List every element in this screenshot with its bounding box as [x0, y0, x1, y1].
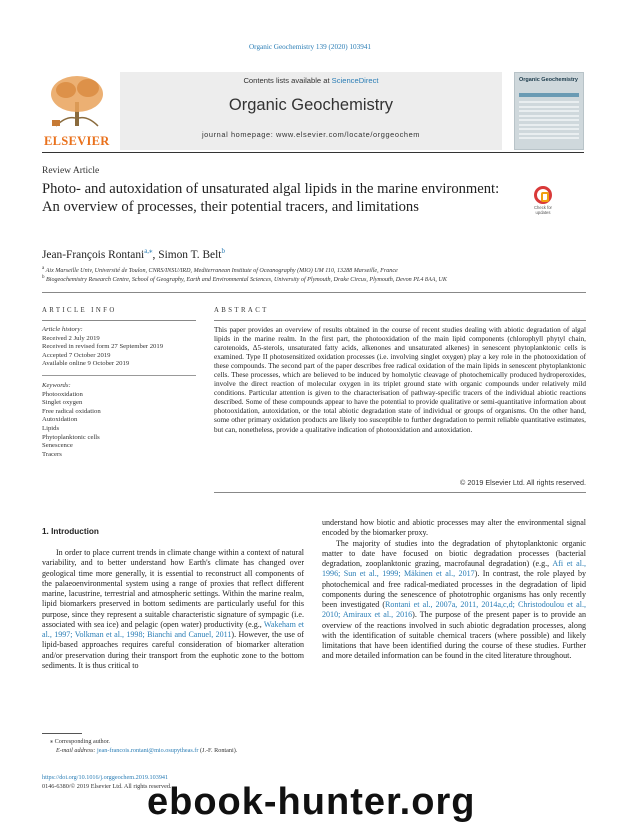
keyword: Photooxidation	[42, 390, 83, 398]
watermark: ebook-hunter.org	[147, 781, 476, 823]
journal-masthead	[120, 72, 502, 150]
elsevier-tree-icon	[46, 72, 108, 128]
keyword: Singlet oxygen	[42, 399, 83, 407]
corresponding-author-note: ⁎ Corresponding author.	[50, 738, 110, 745]
intro-right-column	[322, 518, 586, 662]
footnote-divider	[42, 733, 82, 734]
author-marks[interactable]: a,⁎	[144, 247, 153, 255]
elsevier-logo[interactable]	[42, 72, 112, 150]
abstract-heading: ABSTRACT	[214, 307, 269, 314]
author-list	[42, 247, 225, 261]
email-label: E-mail address:	[56, 747, 98, 754]
author-name[interactable]: Simon T. Belt	[158, 248, 222, 261]
body-text: ). However, the use of lipid-based approaches requires careful consideration of biomarker alteration and/or preservation during their transport from the euphotic zone to the bottom sediments. It is thus critical to	[42, 630, 304, 670]
intro-left-column	[42, 548, 304, 671]
history-item: Available online 9 October 2019	[42, 360, 130, 368]
sciencedirect-link[interactable]: ScienceDirect	[331, 76, 379, 85]
author-marks[interactable]: b	[221, 247, 225, 255]
journal-banner	[42, 72, 584, 153]
history-item: Received 2 July 2019	[42, 334, 100, 342]
divider	[42, 292, 586, 293]
issn-line: 0146-6380/© 2019 Elsevier Ltd. All rights reserved.	[42, 783, 172, 790]
footnote-text: Corresponding author.	[54, 738, 110, 745]
keywords	[42, 382, 196, 459]
contents-line	[120, 76, 502, 85]
cover-title: Organic Geochemistry	[519, 77, 578, 83]
check-updates-label: Check for updates	[534, 205, 552, 215]
author-separator: ,	[152, 248, 159, 261]
elsevier-wordmark: ELSEVIER	[44, 134, 110, 148]
history-item: Accepted 7 October 2019	[42, 351, 111, 359]
cover-text-lines	[519, 101, 579, 142]
body-text: ). In contrast, the role played by photochemical and free radical-mediated processes in the degradation of lipid components during the senescence of phototrophic organisms has only recently been investigated (	[322, 569, 586, 609]
section-heading: 1. Introduction	[42, 527, 99, 536]
citation-link[interactable]: Afi et al., 1996; Sun et al., 1999; Mäkinen et al., 2017	[322, 559, 587, 579]
keyword: Phytoplanktonic cells	[42, 433, 100, 441]
affiliation-mark: b	[42, 275, 45, 280]
article-title: Photo- and autoxidation of unsaturated algal lipids in the marine environment: An overview of processes, their potential tracers, and limitations	[42, 181, 500, 215]
homepage-link[interactable]: www.elsevier.com/locate/orggeochem	[276, 130, 421, 139]
contents-prefix: Contents lists available at	[243, 76, 332, 85]
email-link[interactable]: jean-francois.rontani@mio.osupytheas.fr	[97, 747, 199, 754]
check-for-updates-button[interactable]	[530, 186, 556, 216]
homepage-prefix: journal homepage:	[201, 130, 277, 139]
article-history	[42, 326, 196, 369]
citation-link[interactable]: Wakeham et al., 1997; Volkman et al., 1998; Bianchi and Canuel, 2011	[42, 619, 304, 639]
body-text: understand how biotic and abiotic processes may alter the environmental signal encoded by the biomarker proxy.	[322, 518, 586, 538]
affiliation-text: Aix Marseille Univ, Université de Toulon, CNRS/INSU/IRD, Mediterranean Institute of Oceanography (MIO) UM 110, 13288 Marseille, France	[45, 268, 398, 275]
check-updates-icon	[534, 186, 552, 204]
journal-name: Organic Geochemistry	[228, 96, 394, 114]
divider	[42, 320, 196, 321]
body-text: The majority of studies into the degradation of phytoplanktonic organic matter to date have focused on biotic degradation processes (bacterial degradation, zooplanktonic grazing, macrofaunal degradation) (e.g.,	[322, 538, 586, 568]
author-name[interactable]: Jean-François Rontani	[42, 248, 145, 261]
journal-homepage	[120, 130, 502, 139]
keyword: Lipids	[42, 424, 60, 432]
article-info-heading: ARTICLE INFO	[42, 307, 117, 314]
affiliation-text: Biogeochemistry Research Centre, School of Geography, Earth and Environmental Sciences, University of Plymouth, Drake Circus, Plymouth, Devon PL4 8AA, UK	[46, 277, 447, 284]
divider	[42, 375, 196, 376]
journal-cover-image[interactable]	[514, 72, 584, 150]
keywords-label: Keywords:	[42, 381, 71, 389]
copyright-notice: © 2019 Elsevier Ltd. All rights reserved.	[460, 478, 586, 487]
paragraph	[322, 539, 586, 662]
affiliation	[42, 275, 582, 283]
body-text: In order to place current trends in climate change within a context of natural variability, and to better understand how Earth's climate has changed over geological time more generally, it is essential to reconstruct all components of the palaeoenvironmental system using a range of proxies that reflect different marine, lacustrine, terrestrial and atmospheric settings. Within the marine realm, lipid biomarkers preserved in bottom sediments are particularly useful for this purpose, since they represent a suitable characteristic signature of sympagic (i.e. associated with sea ice) and pelagic (open water) productivity (e.g.,	[42, 548, 304, 629]
keyword: Tracers	[42, 450, 62, 458]
history-item: Received in revised form 27 September 2019	[42, 343, 164, 351]
body-text: ). The purpose of the present paper is to provide an overview of the reactions involved in such abiotic degradation processes, along with the identification of suitable chemical tracers (where possible) and likely limitations that have been identified during the course of these studies. Further and more detailed information can be found in the cited literature throughout.	[322, 610, 586, 661]
history-label: Article history:	[42, 326, 83, 333]
keyword: Autoxidation	[42, 416, 78, 424]
article-info-panel	[42, 326, 196, 465]
affiliation-mark: a	[42, 266, 45, 271]
email-note	[56, 747, 237, 754]
article-type: Review Article	[42, 166, 100, 176]
doi-link[interactable]: https://doi.org/10.1016/j.orggeochem.2019.103941	[42, 774, 169, 781]
keyword: Free radical oxidation	[42, 407, 101, 415]
divider	[214, 492, 586, 493]
citation-link[interactable]: Rontani et al., 2007a, 2011, 2014a,c,d; Christodoulou et al., 2010; Amiraux et al., 2016	[322, 600, 586, 620]
affiliation	[42, 266, 582, 274]
divider	[214, 320, 586, 321]
keyword: Senescence	[42, 442, 73, 450]
abstract-text: This paper provides an overview of results obtained in the course of recent studies dealing with abiotic degradation of algal lipids in the marine realm. In the first part, the photooxidation of the main lipid components (chlorophyll phytyl chain, carotenoids, Δ5-sterols, unsaturated fatty acids, alkenones and unsaturated alkenes) in senescent phytoplanktonic cells is examined. Type II photosensitized oxidation processes (i.e. involving singlet oxygen) play a key role in the photooxidation of these compounds. The second part of the paper describes free radical oxidation of the main lipids in senescent phytoplanktonic cells. These processes, which are believed to be induced by homolytic cleavage of photochemically produced hydroperoxides, involve the direct reaction of molecular oxygen in its triplet ground state with organic compounds under relatively mild conditions. Particular attention is given to the characterisation of pathway-specific tracers of the individual abiotic reactions described. Some of these compounds appear to have the potential to provide qualitative or semi-quantitative information about photooxidation, autoxidation, or the total abiotic degradation state of individual or groups of organisms. On the other hand, some other primary oxidation products are likely too susceptible to further degradation to permit reliable quantitative estimates, but can, nonetheless, provide a qualitative indication of photooxidation and autoxidation.	[214, 326, 586, 434]
journal-reference[interactable]: Organic Geochemistry 139 (2020) 103941	[248, 43, 372, 51]
email-suffix: (J.-F. Rontani).	[198, 747, 238, 754]
cover-band	[519, 93, 579, 97]
paragraph	[322, 518, 586, 539]
